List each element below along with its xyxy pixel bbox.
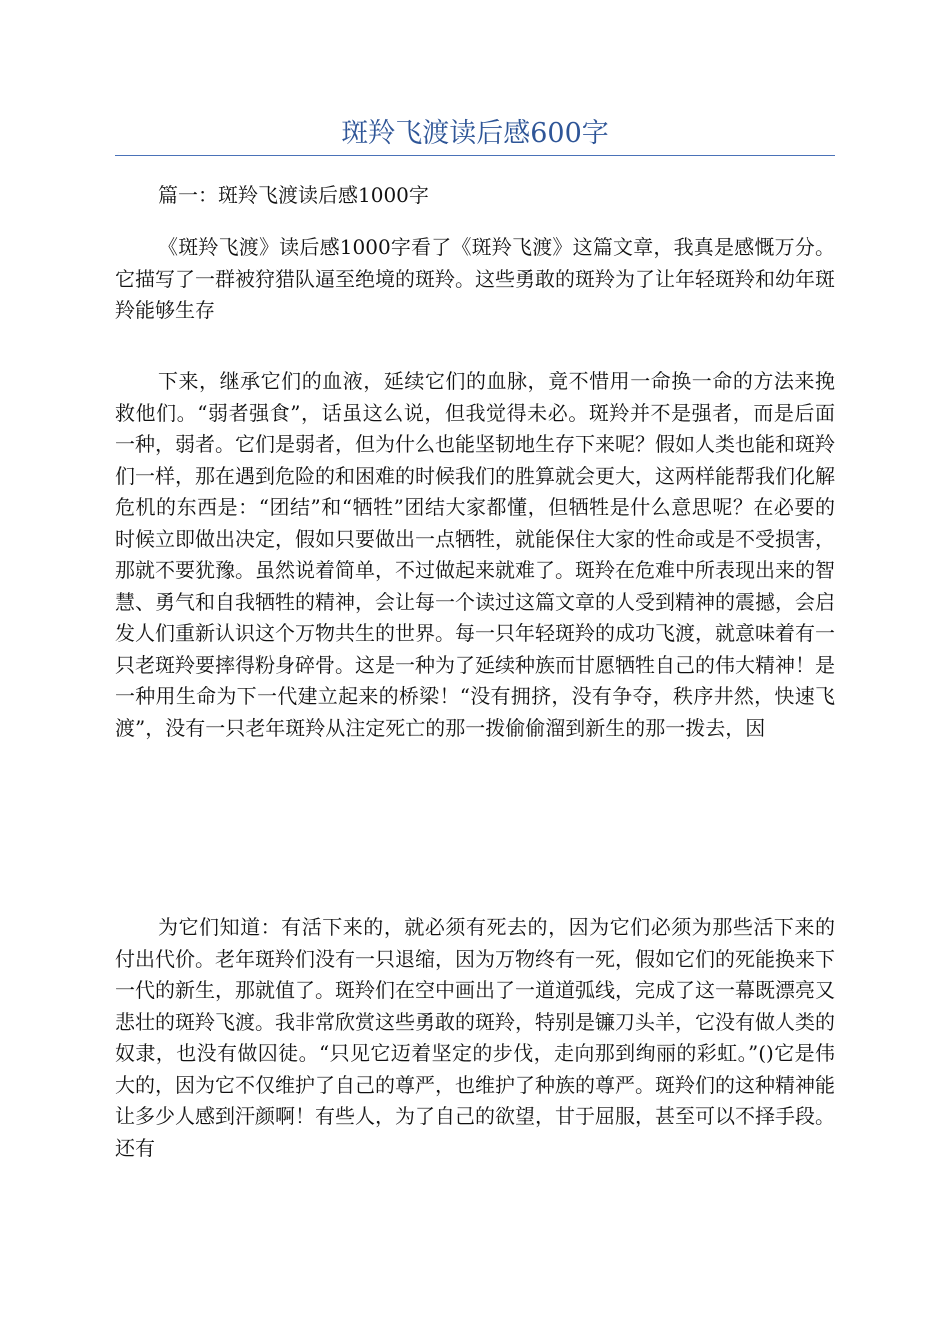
paragraph-1: 《斑羚飞渡》读后感1000字看了《斑羚飞渡》这篇文章，我真是感慨万分。它描写了一群被狩猎队逼至绝境的斑羚。这些勇敢的斑羚为了让年轻斑羚和幼年斑羚能够生存: [115, 235, 835, 322]
document-title: 斑羚飞渡读后感600字: [341, 118, 609, 149]
section-heading: 篇一：斑羚飞渡读后感1000字: [158, 183, 429, 207]
title-underline-rule: [115, 155, 835, 156]
paragraph-2: 下来，继承它们的血液，延续它们的血脉，竟不惜用一命换一命的方法来挽救他们。“弱者强食”，话虽这么说，但我觉得未必。斑羚并不是强者，而是后面一种，弱者。它们是弱者，但为什么也能坚韧地生存下来呢？假如人类也能和斑羚们一样，那在遇到危险的和困难的时候我们的胜算就会更大，这两样能帮我们化解危机的东西是：“团结”和“牺牲”团结大家都懂，但牺牲是什么意思呢？在必要的时候立即做出决定，假如只要做出一点牺牲，就能保住大家的性命或是不受损害，那就不要犹豫。虽然说着简单，不过做起来就难了。斑羚在危难中所表现出来的智慧、勇气和自我牺牲的精神，会让每一个读过这篇文章的人受到精神的震撼，会启发人们重新认识这个万物共生的世界。每一只年轻斑羚的成功飞渡，就意味着有一只老斑羚要摔得粉身碎骨。这是一种为了延续种族而甘愿牺牲自己的伟大精神！是一种用生命为下一代建立起来的桥梁！“没有拥挤，没有争夺，秩序井然，快速飞渡”，没有一只老年斑羚从注定死亡的那一拨偷偷溜到新生的那一拨去，因: [115, 369, 835, 740]
paragraph-3: 为它们知道：有活下来的，就必须有死去的，因为它们必须为那些活下来的付出代价。老年斑羚们没有一只退缩，因为万物终有一死，假如它们的死能换来下一代的新生，那就值了。斑羚们在空中画出了一道道弧线，完成了这一幕既漂亮又悲壮的斑羚飞渡。我非常欣赏这些勇敢的斑羚，特别是镰刀头羊，它没有做人类的奴隶，也没有做囚徒。“只见它迈着坚定的步伐，走向那到绚丽的彩虹。”()它是伟大的，因为它不仅维护了自己的尊严，也维护了种族的尊严。斑羚们的这种精神能让多少人感到汗颜啊！有些人，为了自己的欲望，甘于屈服，甚至可以不择手段。还有: [115, 915, 835, 1160]
